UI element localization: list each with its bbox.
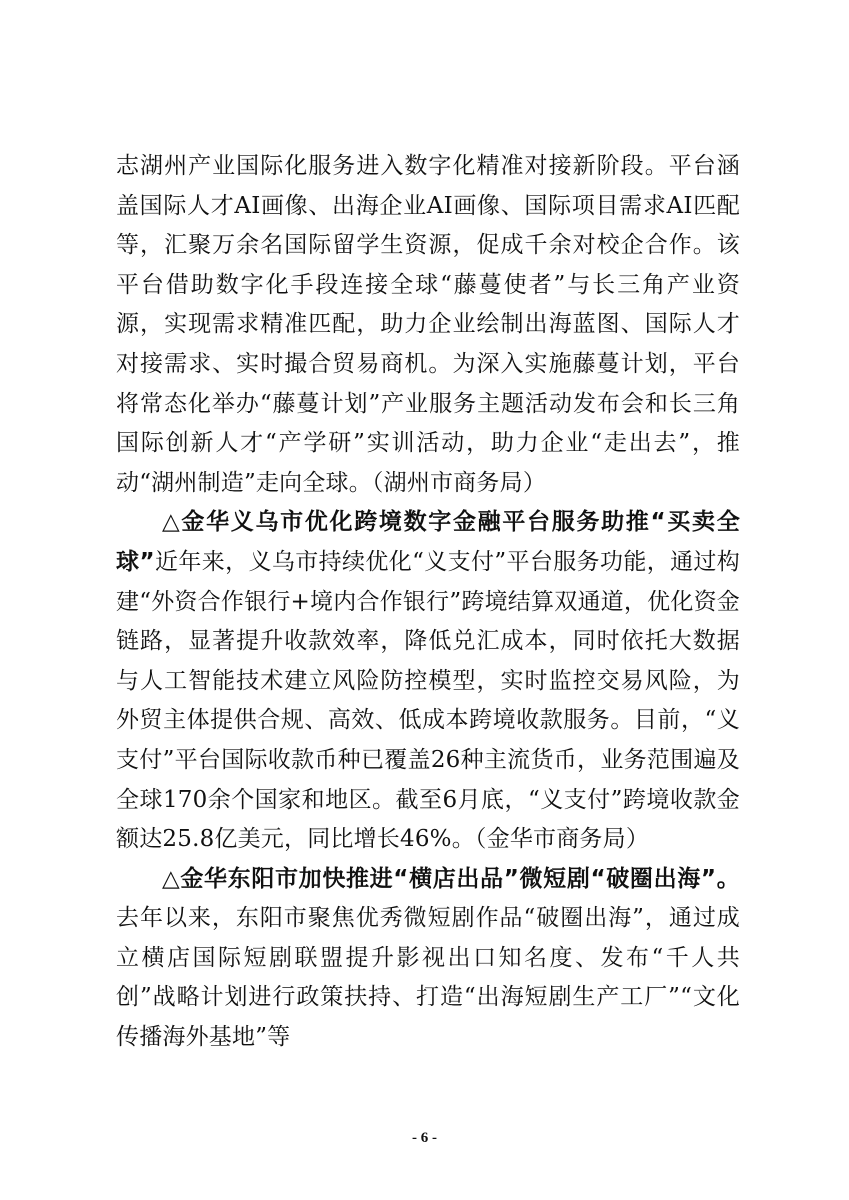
paragraph-dongyang-short-drama: [116, 860, 740, 1058]
paragraph-text: 志湖州产业国际化服务进入数字化精准对接新阶段。平台涵盖国际人才AI画像、出海企业AI画像、国际项目需求AI匹配等，汇聚万余名国际留学生资源，促成千余对校企合作。该平台借助数字化手段连接全球“藤蔓使者”与长三角产业资源，实现需求精准匹配，助力企业绘制出海蓝图、国际人才对接需求、实时撮合贸易商机。为深入实施藤蔓计划，平台将常态化举办“藤蔓计划”产业服务主题活动发布会和长三角国际创新人才“产学研”实训活动，助力企业“走出去”，推动“湖州制造”走向全球。（湖州市商务局）: [116, 153, 740, 496]
section-heading: △金华东阳市加快推进“横店出品”微短剧“破圈出海”。: [162, 865, 740, 892]
paragraph-yiwu-payment: [116, 503, 740, 859]
page-number: - 6 -: [412, 1130, 437, 1146]
paragraph-text: 去年以来，东阳市聚焦优秀微短剧作品“破圈出海”，通过成立横店国际短剧联盟提升影视出口知名度、发布“千人共创”战略计划进行政策扶持、打造“出海短剧生产工厂”“文化传播海外基地”等: [116, 905, 740, 1051]
paragraph-text: 近年来，义乌市持续优化“义支付”平台服务功能，通过构建“外资合作银行+境内合作银行”跨境结算双通道，优化资金链路，显著提升收款效率，降低兑汇成本，同时依托大数据与人工智能技术建立风险防控模型，实时监控交易风险，为外贸主体提供合规、高效、低成本跨境收款服务。目前，“义支付”平台国际收款币种已覆盖26种主流货币，业务范围遍及全球170余个国家和地区。截至6月底，“义支付”跨境收款金额达25.8亿美元，同比增长46%。（金华市商务局）: [116, 548, 741, 853]
document-body: [116, 147, 740, 1058]
section-heading: △金华义乌市优化跨境数字金融平台服务助推“买卖全球”: [116, 509, 740, 575]
paragraph-huzhou-continuation: [116, 147, 740, 503]
